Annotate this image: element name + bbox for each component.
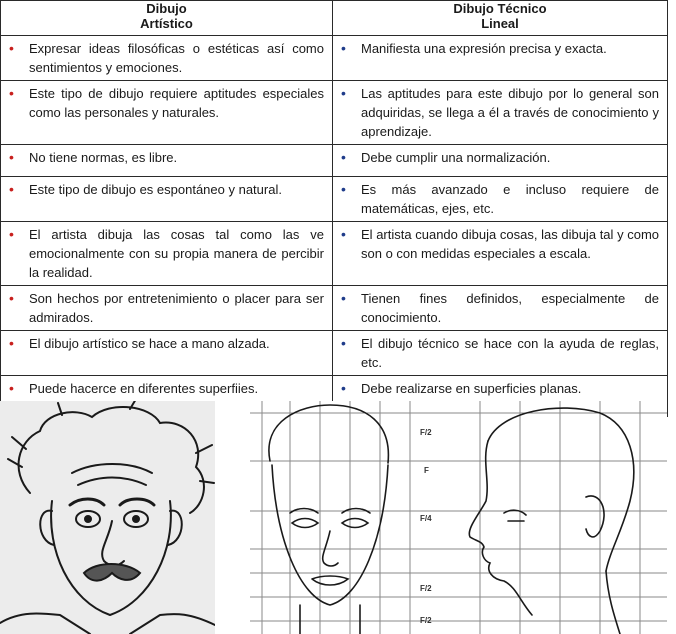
table-row <box>1 36 668 81</box>
cell-right <box>333 286 668 331</box>
table-row <box>1 81 668 145</box>
cell-text: No tiene normas, es libre. <box>29 150 178 165</box>
bullet-icon: • <box>341 226 346 242</box>
cell-right <box>333 145 668 177</box>
cell-left <box>1 331 333 376</box>
header-artistic-line1: Dibujo <box>146 1 187 16</box>
bullet-icon: • <box>341 40 346 56</box>
bullet-icon: • <box>9 181 14 197</box>
bullet-icon: • <box>9 290 14 306</box>
grid-label: F/4 <box>420 514 432 523</box>
bullet-icon: • <box>9 380 14 396</box>
cell-text: Es más avanzado e incluso requiere de matemáticas, ejes, etc. <box>361 182 659 216</box>
bullet-icon: • <box>9 149 14 165</box>
cell-text: Debe cumplir una normalización. <box>361 150 551 165</box>
table-row <box>1 222 668 286</box>
cell-right <box>333 222 668 286</box>
bullet-icon: • <box>9 40 14 56</box>
cell-left <box>1 222 333 286</box>
bullet-icon: • <box>341 181 346 197</box>
cell-left <box>1 177 333 222</box>
grid-label: F/2 <box>420 616 432 625</box>
cell-text: El artista dibuja las cosas tal como las ve emocionalmente con su propia manera de percibir la realidad. <box>29 227 324 280</box>
bullet-icon: • <box>341 149 346 165</box>
cell-text: Manifiesta una expresión precisa y exacta. <box>361 41 607 56</box>
illustrations <box>0 401 667 634</box>
bullet-icon: • <box>341 290 346 306</box>
header-technical <box>333 1 668 36</box>
header-technical-line1: Dibujo Técnico <box>453 1 547 16</box>
cell-text: El artista cuando dibuja cosas, las dibuja tal y como son o con medidas especiales a escala. <box>361 227 659 261</box>
bullet-icon: • <box>341 335 346 351</box>
cell-text: Tienen fines definidos, especialmente de conocimiento. <box>361 291 659 325</box>
cell-right <box>333 36 668 81</box>
cell-text: Las aptitudes para este dibujo por lo general son adquiridas, se llega a él a través de conocimiento y aprendizaje. <box>361 86 659 139</box>
bullet-icon: • <box>341 85 346 101</box>
cell-text: Expresar ideas filosóficas o estéticas así como sentimientos y emociones. <box>29 41 324 75</box>
bullet-icon: • <box>9 335 14 351</box>
technical-drawing <box>215 401 667 634</box>
cell-left <box>1 81 333 145</box>
cell-text: Son hechos por entretenimiento o placer para ser admirados. <box>29 291 324 325</box>
bullet-icon: • <box>341 380 346 396</box>
header-technical-line2: Lineal <box>481 16 519 31</box>
grid-label: F/2 <box>420 584 432 593</box>
table-row <box>1 331 668 376</box>
illustrations-svg <box>0 401 667 634</box>
grid-label: F <box>424 466 429 475</box>
table-header-row <box>1 1 668 36</box>
cell-text: El dibujo artístico se hace a mano alzada. <box>29 336 270 351</box>
bullet-icon: • <box>9 85 14 101</box>
cell-text: Este tipo de dibujo es espontáneo y natural. <box>29 182 282 197</box>
cell-left <box>1 286 333 331</box>
cell-text: El dibujo técnico se hace con la ayuda de reglas, etc. <box>361 336 659 370</box>
header-artistic-line2: Artístico <box>140 16 193 31</box>
cell-left <box>1 36 333 81</box>
table-row <box>1 286 668 331</box>
header-artistic <box>1 1 333 36</box>
cell-text: Este tipo de dibujo requiere aptitudes especiales como las personales y naturales. <box>29 86 324 120</box>
cell-right <box>333 331 668 376</box>
cell-right <box>333 177 668 222</box>
cell-text: Puede hacerce en diferentes superfiies. <box>29 381 259 396</box>
table-row <box>1 145 668 177</box>
cell-text: Debe realizarse en superficies planas. <box>361 381 582 396</box>
bullet-icon: • <box>9 226 14 242</box>
cell-left <box>1 145 333 177</box>
grid-label: F/2 <box>420 428 432 437</box>
table-row <box>1 177 668 222</box>
caricature-drawing <box>0 401 215 634</box>
cell-right <box>333 81 668 145</box>
